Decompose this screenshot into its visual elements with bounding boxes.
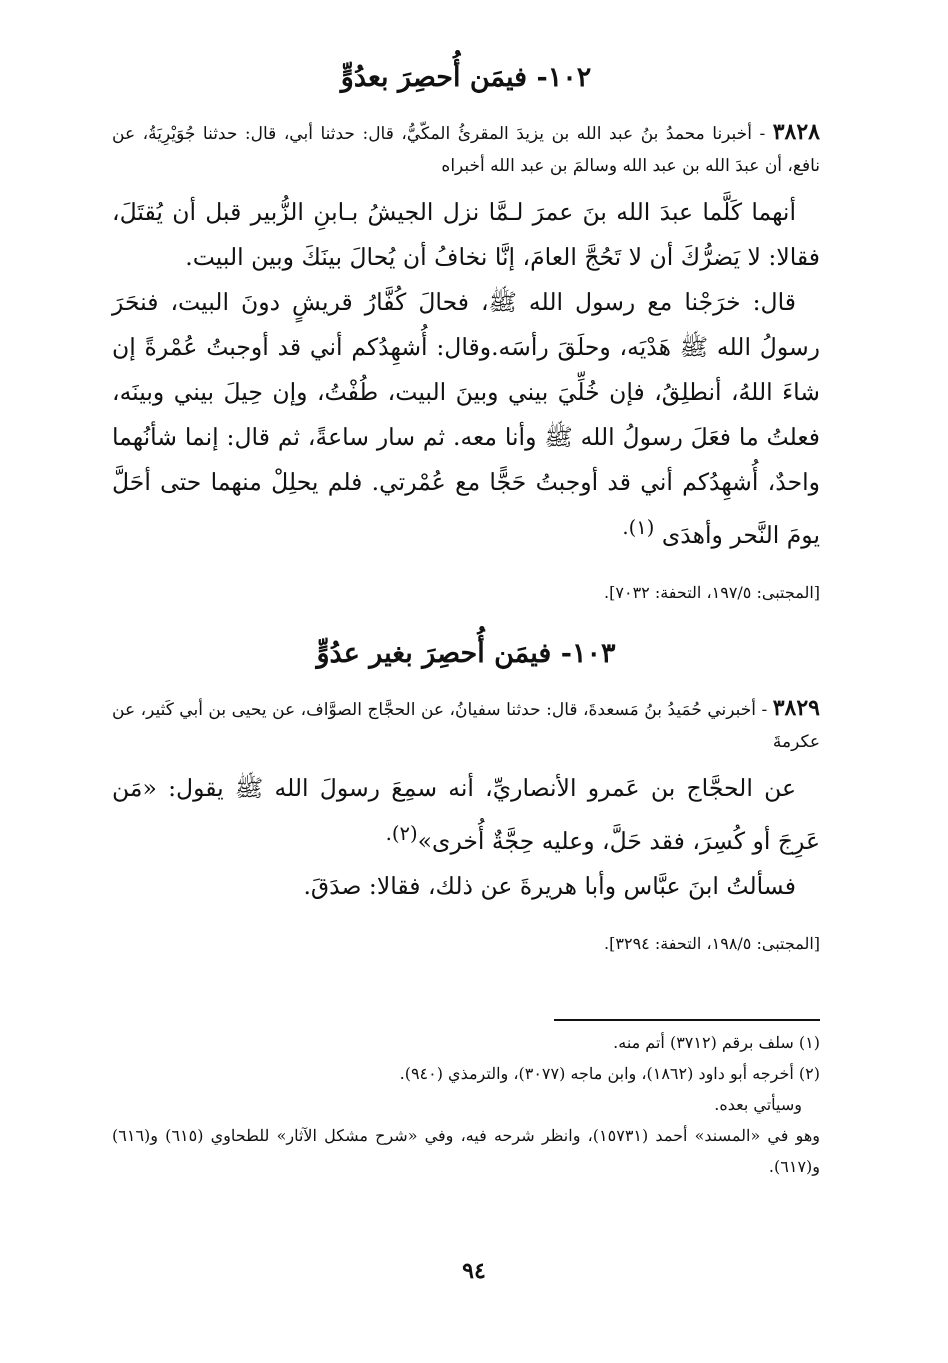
footnote-ref-2: (٢). [385, 821, 418, 845]
footnote-2-cont-2: وهو في «المسند» أحمد (١٥٧٣١)، وانظر شرحه فيه، وفي «شرح مشكل الآثار» للطحاوي (٦١٥) و(٦١٦) و(٦١٧). [112, 1125, 821, 1176]
footnote-2-cont-1: وسيأتي بعده. [714, 1094, 802, 1114]
hadith-3828-source: [المجتبى: ١٩٧/٥، التحفة: ٧٠٣٢]. [604, 582, 820, 602]
hadith-3828-number: ٣٨٢٨ [772, 119, 820, 145]
hadith-3828-matn-2 [112, 280, 820, 558]
page-number: ٩٤ [462, 1258, 486, 1284]
chapter-102-title: ١٠٢- فيمَن أُحصِرَ بعدُوٍّ [340, 62, 592, 93]
footnotes [112, 1027, 820, 1182]
hadith-3829-matn-2: فسألتُ ابنَ عبَّاس وأبا هريرةَ عن ذلك، فقالا: صدَقَ. [303, 871, 796, 900]
chapter-103-title: ١٠٣- فيمَن أُحصِرَ بغير عدُوٍّ [316, 637, 616, 669]
hadith-3829-matn-1-text: عن الحجَّاج بن عَمرو الأنصاريِّ، أنه سمِعَ رسولَ الله ﷺ يقول: «مَن عَرِجَ أو كُسِرَ، فقد حَلَّ، وعليه حِجَّةٌ أُخرى» [112, 773, 820, 855]
footnote-ref-1: (١). [622, 516, 655, 539]
hadith-3829-isnad [112, 692, 820, 758]
hadith-3829-number: ٣٨٢٩ [772, 694, 820, 721]
footnote-separator [554, 1019, 820, 1021]
hadith-3828-matn-2-text: قال: خرَجْنا مع رسول الله ﷺ، فحالَ كُفَّارُ قريشٍ دونَ البيت، فنحَرَ رسولُ الله ﷺ هَدْيَه، وحلَقَ رأسَه.وقال: أُشهِدُكم أني قد أوجبتُ عُمْرةً إن شاءَ اللهُ، أنطلِقُ، فإن خُلِّيَ بيني وبينَ البيت، طُفْتُ، وإن حِيلَ بيني وبينَه، فعلتُ ما فعَلَ رسولُ الله ﷺ وأنا معه. ثم سار ساعةً، ثم قال: إنما شأنُهما واحدٌ، أُشهِدُكم أني قد أوجبتُ حَجًّا مع عُمْرتي. فلم يحلِلْ منهما حتى أحَلَّ يومَ النَّحر وأهدَى [112, 288, 820, 549]
footnote-2: (٢) أخرجه أبو داود (١٨٦٢)، وابن ماجه (٣٠٧٧)، والترمذي (٩٤٠). [399, 1063, 820, 1083]
footnote-1: (١) سلف برقم (٣٧١٢) أتم منه. [613, 1032, 820, 1052]
hadith-3829-source: [المجتبى: ١٩٨/٥، التحفة: ٣٢٩٤]. [604, 933, 820, 953]
hadith-3828-isnad-text: - أخبرنا محمدُ بنُ عبد الله بن يزيدَ المقرئُ المكّيُّ، قال: حدثنا أبي، قال: حدثنا جُوَيْرِيَةُ، عن نافع، أن عبدَ الله بن عبد الله وسالمَ بن عبد الله أخبراه [112, 124, 820, 176]
hadith-3829-isnad-text: - أخبرني حُمَيدُ بنُ مَسعدةَ، قال: حدثنا سفيانُ، عن الحجَّاج الصوَّاف، عن يحيى بن أبي كَثير، عن عكرمةَ [112, 699, 820, 752]
hadith-3828-isnad [112, 116, 820, 182]
hadith-3829-matn-1 [112, 766, 820, 864]
hadith-3828-matn-1: أنهما كَلَّما عبدَ الله بنَ عمرَ لـمَّا نزل الجيشُ بـابنِ الزُّبير قبل أن يُقتَلَ، فقالا: لا يَضرُّكَ أن لا تَحُجَّ العامَ، إنَّا نخافُ أن يُحالَ بينَكَ وبين البيت. [112, 198, 820, 271]
